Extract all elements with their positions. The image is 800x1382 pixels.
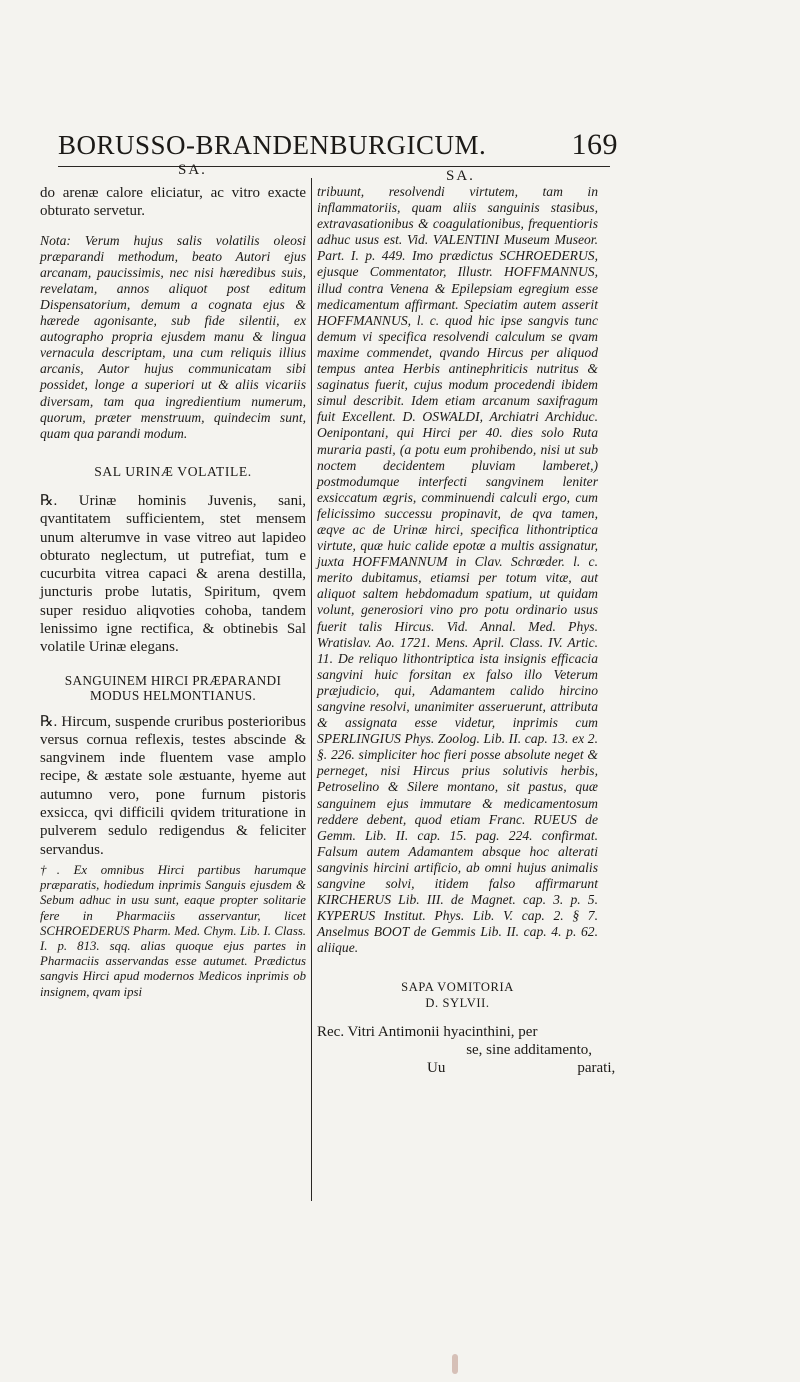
sanguinem-recipe: ℞. Hircum, suspende cruribus posterioribus versus cornua reflexis, testes abscinde & sangvinem inde fluentem vase amplo recipe, & æstate sole æstuante, hyeme aut autumno vero, pone furnum pistoris exsicca, qvi difficili qvidem trituratione in pulverem sedulo redigendus & feliciter servandus.: [40, 713, 306, 858]
catchword: parati,: [577, 1059, 616, 1076]
sapa-title: SAPA VOMITORIA: [401, 979, 514, 994]
header-rule: [58, 166, 610, 167]
section-heading-sal: SAL URINÆ VOLATILE.: [94, 463, 252, 479]
column-divider: [311, 178, 312, 1201]
nota-paragraph: Nota: Verum hujus salis volatilis oleosi præparandi methodum, beato Autori ejus arcanam, paucissimis, nec nisi hæredibus suis, revelatam, annos aliquot post editum Dispensatorium, demum a cognata ejus & hærede agonisante, sub fide silentii, ex autographo propria ejusdem manu & lingua vernacula descriptam, una cum reliquis illius arcanis, Autor hujus communicatam sibi possidet, longe a superiori ut & aliis vicariis diversam, tam qua ingredientium numerum, quorum, præter menstruum, quindecim sunt, quam qua parandi modum.: [40, 232, 306, 441]
running-header: [58, 128, 618, 164]
sapa-author: D. SYLVII.: [425, 995, 490, 1010]
section-heading-sapa: [317, 979, 598, 1011]
page-number: 169: [571, 128, 618, 161]
intro-text: do arenæ calore eliciatur, ac vitro exacte obturato servetur.: [40, 185, 306, 220]
rec-line-3: [317, 1059, 616, 1077]
rec-line-2: se, sine additamento,: [466, 1041, 592, 1058]
sapa-recipe: [317, 1023, 616, 1078]
left-column: [40, 184, 306, 1000]
right-column-head: SA.: [446, 168, 475, 184]
right-column: [317, 184, 616, 1077]
dagger-note: †. Ex omnibus Hirci partibus harumque præparatis, hodiedum inprimis Sanguis ejusdem & Sebum adhuc in usu sunt, eaque propter solitarie fere in Pharmaciis asservantur, licet SCHROEDERUS Pharm. Med. Chym. Lib. I. Class. I. p. 813. sqq. alias quoque ejus partes in Pharmaciis asservandas esse autumet. Prædictus sangvis Hirci apud modernos Medicos inprimis ob insignem, qvam ipsi: [40, 862, 306, 999]
section-heading-sanguinem: SANGUINEM HIRCI PRÆPARANDI MODUS HELMONTIANUS.: [64, 672, 282, 703]
sal-recipe: ℞. Urinæ hominis Juvenis, sani, qvantitatem sufficientem, stet mensem unum alterumve in vase vitreo aut lapideo obturato neglectum, ut putrefiat, tum e cucurbita vitrea capaci & arena destilla, juncturis probe lutatis, Spiritum, qvem super residuo aliqvoties cohoba, tandem lenissimo igne rectifica, & obtinebis Sal volatile Urinæ elegans.: [40, 492, 306, 656]
rec-line-1: Rec. Vitri Antimonii hyacinthini, per: [317, 1023, 538, 1040]
commentary-text: tribuunt, resolvendi virtutem, tam in inflammatoriis, quam aliis sanguinis stasibus, extravasationibus & coagulationibus, frequentioris adhuc usus est. Vid. VALENTINI Museum Museor. Part. I. p. 449. Imo prædictus SCHROEDERUS, ejusque Commentator, Illustr. HOFFMANNUS, illud contra Venena & Epilepsiam egregium esse medicamentum affirmant. Speciatim autem asserit HOFFMANNUS, l. c. quod hic ipse sangvis tunc demum vi specifica resolvendi calculum se qvam maxime commendet, qvando Hircus per aliquod tempus antea Herbis antinephriticis nutritus & saginatus fuerit, cujus modum procedendi ibidem simul describit. Idem etiam arcanum saxifragum fuit Excellent. D. OSWALDI, Archiatri Archiduc. Oenipontani, qui Hirci per 40. dies solo Ruta muraria pasti, (a potu eum prohibendo, nisi ut sub noctem decidentem pluviam lamberet,) postmodumque interfecti sangvinem leniter exsiccatum ægris, comminuendi calculi ergo, cum felicissimo successu propinavit, de qva tamen, æqve ac de Urinæ hirci, specifica lithontriptica virtute, quæ huic calide epotæ a multis assignatur, juxta HOFFMANNUM in Clav. Schrœder. l. c. merito dubitamus, etiamsi per totum vitæ, aut aliquot saltem hebdomadum spatium, ut quidam volunt, generosiori vino pro potu ordinario usus fuerit talis Hircus. Vid. Annal. Med. Phys. Wratislav. Ao. 1721. Mens. April. Class. IV. Artic. 11. De reliquo lithontriptica ista insignis efficacia sangvini huic forsitan ex falso illo Veterum præjudicio, qui, Adamantem calido hircino sangvine resolvi, unanimiter asseruerunt, attributa & assignata esse videtur, inprimis cum SPERLINGIUS Phys. Zoolog. Lib. II. cap. 13. ex 2. §. 226. simpliciter hoc fieri posse absolute neget & perneget, nisi Hircus prius solutivis herbis, Petroselino & Silere montano, sit pastus, quæ sanguinem ejus immutare & medicamentosum reddere debent, quod etiam Franc. RUEUS de Gemm. Lib. II. cap. 15. pag. 224. confirmat. Falsum autem Adamantem absque hoc alterati sangvinis hircini artificio, ab omni hujus animalis sangvine solvi, itidem falso affirmarunt KIRCHERUS Lib. III. de Magnet. cap. 3. p. 5. KYPERUS Institut. Phys. Lib. V. cap. 2. § 7. Anselmus BOOT de Gemmis Lib. II. cap. 4. p. 62. aliique.: [317, 184, 598, 956]
catchword-signature: Uu: [427, 1059, 446, 1076]
running-title: BORUSSO-BRANDENBURGICUM.: [58, 130, 487, 160]
paper-stain: [452, 1354, 458, 1374]
left-column-head: SA.: [178, 162, 207, 178]
